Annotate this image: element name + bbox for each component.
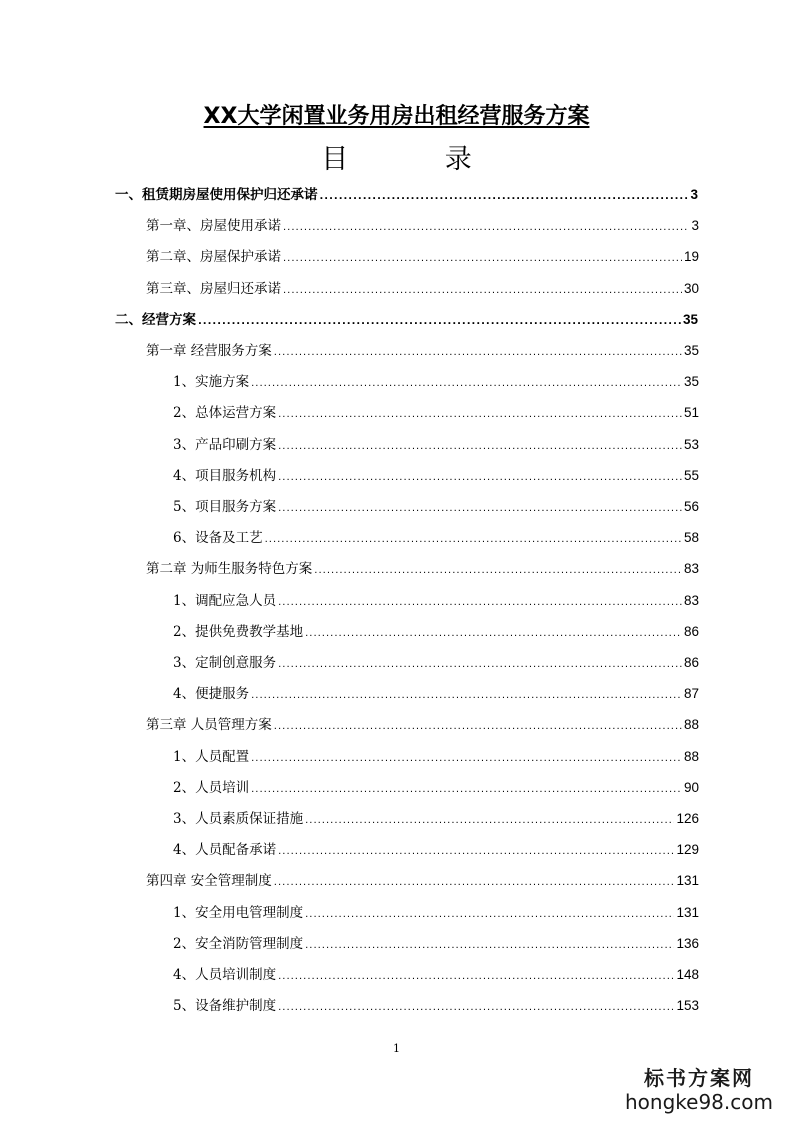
toc-entry-page: 3 [691, 218, 699, 234]
toc-entry[interactable] [115, 180, 698, 210]
toc-dot-leader [305, 806, 674, 836]
toc-entry[interactable] [173, 929, 699, 959]
toc-entry-page: 129 [676, 842, 699, 858]
toc-entry[interactable] [173, 430, 699, 460]
toc-dot-leader [278, 463, 682, 493]
watermark-site-name: 标书方案网 [644, 1066, 754, 1090]
toc-entry[interactable] [173, 773, 699, 803]
toc-entry-label: 1、人员配置 [173, 748, 250, 765]
toc-entry[interactable] [146, 866, 699, 896]
toc-entry-page: 19 [683, 249, 699, 265]
toc-entry-page: 35 [683, 343, 699, 358]
toc-entry-label: 第二章 为师生服务特色方案 [146, 561, 313, 578]
toc-entry[interactable] [173, 492, 699, 522]
toc-dot-leader [274, 338, 682, 368]
toc-dot-leader [265, 525, 682, 555]
toc-entry-label: 1、调配应急人员 [173, 592, 277, 609]
toc-entry-page: 35 [683, 374, 699, 390]
toc-entry-page: 86 [683, 623, 699, 639]
toc-dot-leader [198, 307, 681, 337]
toc-entry-label: 2、人员培训 [173, 779, 250, 796]
toc-entry[interactable] [173, 398, 699, 428]
toc-entry[interactable] [173, 742, 699, 772]
toc-entry-label: 2、总体运营方案 [173, 405, 277, 422]
toc-entry-label: 3、人员素质保证措施 [173, 811, 304, 827]
toc-entry[interactable] [146, 710, 699, 740]
toc-heading: 目 录 [321, 144, 516, 175]
toc-dot-leader [251, 369, 682, 399]
toc-entry-label: 1、安全用电管理制度 [173, 904, 304, 921]
toc-entry-label: 4、便捷服务 [173, 686, 250, 703]
toc-entry-page: 56 [683, 499, 699, 514]
toc-entry-page: 35 [682, 311, 698, 327]
toc-dot-leader [283, 244, 682, 274]
toc-entry-page: 153 [676, 998, 699, 1014]
toc-entry[interactable] [146, 211, 699, 241]
toc-entry[interactable] [173, 835, 699, 865]
toc-entry-page: 148 [676, 967, 699, 982]
toc-entry-page: 88 [683, 717, 699, 733]
toc-dot-leader [283, 276, 682, 306]
toc-entry-page: 131 [676, 904, 699, 920]
toc-dot-leader [278, 650, 682, 680]
toc-entry-page: 3 [690, 187, 698, 202]
toc-entry[interactable] [146, 274, 699, 304]
toc-dot-leader [320, 182, 689, 212]
toc-dot-leader [314, 556, 682, 586]
toc-entry[interactable] [173, 367, 699, 397]
toc-entry-label: 5、设备维护制度 [173, 998, 277, 1015]
toc-entry-page: 83 [683, 561, 699, 577]
toc-entry-page: 51 [683, 405, 699, 421]
toc-dot-leader [305, 619, 682, 649]
toc-entry[interactable] [173, 648, 699, 678]
toc-entry[interactable] [146, 242, 699, 272]
toc-entry-page: 136 [676, 935, 699, 951]
toc-entry-page: 87 [683, 686, 699, 702]
toc-entry-page: 131 [676, 873, 699, 889]
toc-entry-page: 30 [683, 280, 699, 296]
toc-entry-label: 一、租赁期房屋使用保护归还承诺 [115, 187, 318, 203]
toc-entry[interactable] [173, 679, 699, 709]
toc-entry-label: 3、定制创意服务 [173, 655, 277, 671]
toc-entry-label: 第一章、房屋使用承诺 [146, 218, 281, 235]
toc-entry-page: 58 [683, 530, 699, 546]
toc-dot-leader [305, 900, 674, 930]
toc-dot-leader [251, 744, 682, 774]
toc-entry-label: 5、项目服务方案 [173, 499, 277, 515]
toc-entry-page: 53 [683, 436, 699, 452]
page-number: 1 [393, 1042, 400, 1055]
toc-dot-leader [278, 400, 682, 430]
toc-entry-label: 2、安全消防管理制度 [173, 935, 304, 952]
watermark-url: hongke98.com [625, 1090, 773, 1114]
toc-entry-label: 3、产品印刷方案 [173, 436, 277, 453]
toc-entry[interactable] [173, 461, 699, 491]
toc-dot-leader [274, 868, 675, 898]
toc-dot-leader [278, 993, 674, 1023]
toc-entry[interactable] [173, 617, 699, 647]
toc-entry-page: 83 [683, 592, 699, 608]
toc-entry[interactable] [173, 991, 699, 1021]
toc-entry-label: 1、实施方案 [173, 374, 250, 391]
toc-entry-label: 第四章 安全管理制度 [146, 873, 272, 890]
toc-entry-label: 二、经营方案 [115, 311, 196, 328]
toc-dot-leader [251, 681, 682, 711]
toc-dot-leader [305, 931, 674, 961]
toc-entry-label: 4、项目服务机构 [173, 467, 277, 484]
toc-entry-page: 86 [683, 655, 699, 670]
toc-entry[interactable] [146, 554, 699, 584]
toc-entry[interactable] [173, 960, 699, 990]
toc-entry-label: 4、人员培训制度 [173, 967, 277, 983]
toc-entry-label: 6、设备及工艺 [173, 530, 263, 547]
toc-dot-leader [251, 775, 682, 805]
toc-entry-page: 126 [676, 811, 699, 826]
toc-entry-label: 第三章 人员管理方案 [146, 717, 272, 734]
toc-dot-leader [274, 712, 682, 742]
toc-entry-label: 4、人员配备承诺 [173, 842, 277, 859]
toc-entry[interactable] [173, 898, 699, 928]
toc-entry-label: 2、提供免费教学基地 [173, 623, 304, 640]
toc-entry-label: 第三章、房屋归还承诺 [146, 280, 281, 297]
toc-entry-label: 第一章 经营服务方案 [146, 343, 272, 359]
toc-dot-leader [278, 837, 674, 867]
toc-entry[interactable] [146, 336, 699, 366]
site-watermark [619, 1066, 779, 1114]
toc-entry[interactable] [173, 804, 699, 834]
toc-entry[interactable] [115, 305, 698, 335]
toc-entry-page: 88 [683, 748, 699, 764]
toc-entry-page: 55 [683, 467, 699, 483]
toc-entry-label: 第二章、房屋保护承诺 [146, 249, 281, 266]
toc-dot-leader [278, 432, 682, 462]
document-title: XX大学闲置业务用房出租经营服务方案 [203, 104, 590, 129]
toc-dot-leader [278, 588, 682, 618]
toc-dot-leader [278, 494, 682, 524]
toc-dot-leader [283, 213, 689, 243]
toc-dot-leader [278, 962, 674, 992]
toc-entry[interactable] [173, 523, 699, 553]
toc-entry[interactable] [173, 586, 699, 616]
toc-entry-page: 90 [683, 779, 699, 795]
